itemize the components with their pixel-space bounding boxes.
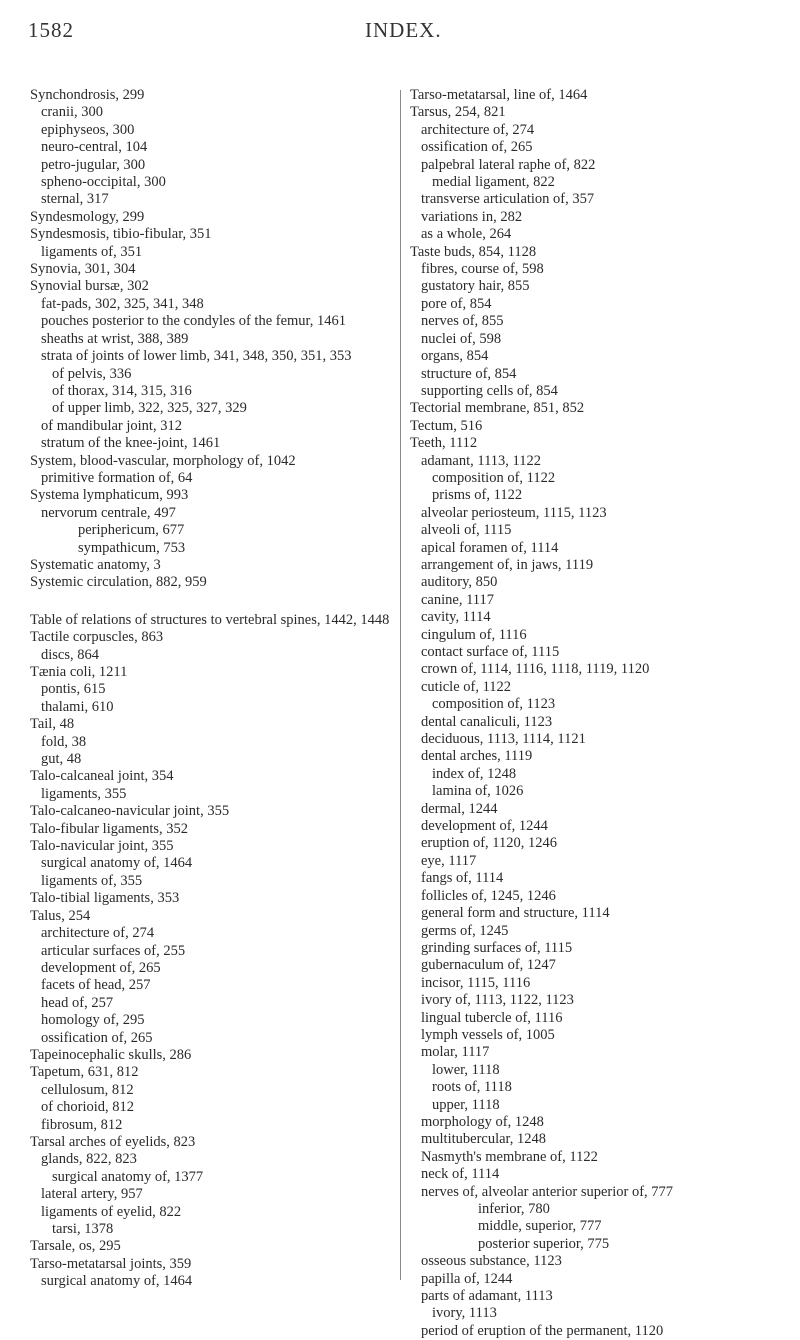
index-entry: Systema lymphaticum, 993: [30, 487, 189, 504]
index-entry: Tarsale, os, 295: [30, 1238, 121, 1255]
index-entry: alveoli of, 1115: [421, 522, 512, 539]
index-entry: thalami, 610: [41, 698, 114, 715]
index-entry: facets of head, 257: [41, 977, 151, 994]
index-entry: Talo-tibial ligaments, 353: [30, 890, 180, 907]
index-entry: ligaments of eyelid, 822: [41, 1203, 182, 1220]
index-entry: Synovial bursæ, 302: [30, 278, 149, 295]
index-column-left: [30, 87, 410, 1291]
index-entry: molar, 1117: [421, 1044, 490, 1061]
index-entry: Tail, 48: [30, 716, 75, 733]
index-entry: general form and structure, 1114: [421, 905, 610, 922]
index-entry: gut, 48: [41, 751, 82, 768]
index-entry: architecture of, 274: [421, 121, 535, 138]
index-entry: palpebral lateral raphe of, 822: [421, 156, 596, 173]
index-entry: gustatory hair, 855: [421, 278, 530, 295]
index-entry: of pelvis, 336: [52, 365, 132, 382]
index-entry: Tarso-metatarsal, line of, 1464: [410, 87, 588, 103]
index-entry: sheaths at wrist, 388, 389: [41, 330, 189, 347]
index-entry: of upper limb, 322, 325, 327, 329: [52, 400, 247, 417]
index-entry: pore of, 854: [421, 295, 492, 312]
index-entry: Synchondrosis, 299: [30, 87, 145, 103]
index-entry: of thorax, 314, 315, 316: [52, 382, 192, 399]
index-entry: eye, 1117: [421, 852, 477, 869]
index-entry: roots of, 1118: [432, 1079, 512, 1096]
index-entry: Tapetum, 631, 812: [30, 1064, 139, 1081]
index-entry: lateral artery, 957: [41, 1186, 143, 1203]
index-column-right: [410, 87, 790, 1340]
index-entry: surgical anatomy of, 1377: [52, 1168, 204, 1185]
index-entry: fangs of, 1114: [421, 870, 504, 887]
index-entry: composition of, 1122: [432, 469, 556, 486]
index-entry: pontis, 615: [41, 681, 106, 698]
index-entry: surgical anatomy of, 1464: [41, 855, 193, 872]
index-entry: cellulosum, 812: [41, 1081, 134, 1098]
index-entry: dental arches, 1119: [421, 748, 533, 765]
index-entry: cranii, 300: [41, 104, 104, 121]
index-entry: lower, 1118: [432, 1061, 500, 1078]
index-entry: ossification of, 265: [41, 1029, 153, 1046]
index-entry: crown of, 1114, 1116, 1118, 1119, 1120: [421, 661, 650, 678]
index-entry: Talo-navicular joint, 355: [30, 838, 174, 855]
index-entry: stratum of the knee-joint, 1461: [41, 435, 221, 452]
index-entry: Tarsal arches of eyelids, 823: [30, 1133, 196, 1150]
index-entry: discs, 864: [41, 646, 99, 663]
index-entry: Teeth, 1112: [410, 435, 478, 452]
section-gap: [30, 592, 410, 612]
column-divider: [400, 90, 401, 1280]
index-entry: nervorum centrale, 497: [41, 504, 176, 521]
index-entry: Talo-calcaneal joint, 354: [30, 768, 174, 785]
index-entry: lamina of, 1026: [432, 783, 524, 800]
index-entry: inferior, 780: [478, 1201, 550, 1217]
index-entry: Talus, 254: [30, 907, 91, 924]
index-entry: structure of, 854: [421, 365, 517, 382]
index-entry: cingulum of, 1116: [421, 626, 527, 643]
index-entry: head of, 257: [41, 994, 114, 1011]
index-entry: Tarsus, 254, 821: [410, 104, 506, 121]
index-entry: middle, superior, 777: [478, 1218, 602, 1235]
index-entry: alveolar periosteum, 1115, 1123: [421, 504, 607, 521]
index-entry: System, blood-vascular, morphology of, 1042: [30, 452, 296, 469]
index-entry: neuro-central, 104: [41, 139, 148, 156]
index-entry: architecture of, 274: [41, 925, 155, 942]
index-entry: upper, 1118: [432, 1096, 500, 1113]
index-entry: transverse articulation of, 357: [421, 191, 595, 208]
index-entry: contact surface of, 1115: [421, 644, 560, 660]
index-entry: Talo-calcaneo-navicular joint, 355: [30, 803, 230, 820]
index-entry: epiphyseos, 300: [41, 121, 135, 138]
index-entry: development of, 265: [41, 959, 161, 976]
index-entry: medial ligament, 822: [432, 174, 555, 191]
index-entry: apical foramen of, 1114: [421, 539, 559, 556]
index-entry: morphology of, 1248: [421, 1113, 544, 1130]
index-entry: deciduous, 1113, 1114, 1121: [421, 731, 586, 748]
index-entry: grinding surfaces of, 1115: [421, 939, 573, 956]
index-entry: nerves of, 855: [421, 313, 504, 330]
index-entry: canine, 1117: [421, 591, 495, 608]
index-entry: lymph vessels of, 1005: [421, 1026, 555, 1043]
index-entry: period of eruption of the permanent, 1120: [421, 1322, 664, 1339]
index-entry: of mandibular joint, 312: [41, 417, 182, 434]
index-entry: Synovia, 301, 304: [30, 261, 136, 278]
index-entry: eruption of, 1120, 1246: [421, 835, 557, 852]
index-entry: ligaments of, 351: [41, 243, 143, 260]
index-entry: fat-pads, 302, 325, 341, 348: [41, 295, 204, 312]
index-entry: Tapeinocephalic skulls, 286: [30, 1046, 192, 1063]
index-entry: follicles of, 1245, 1246: [421, 887, 556, 904]
index-entry: germs of, 1245: [421, 922, 509, 939]
index-entry: primitive formation of, 64: [41, 469, 193, 486]
index-entry: prisms of, 1122: [432, 487, 523, 504]
index-entry: development of, 1244: [421, 818, 548, 835]
page-number: 1582: [28, 18, 74, 42]
index-entry: ligaments, 355: [41, 785, 127, 802]
index-entry: Tænia coli, 1211: [30, 664, 128, 680]
index-entry: periphericum, 677: [78, 522, 185, 539]
index-entry: ligaments of, 355: [41, 872, 143, 889]
index-entry: sternal, 317: [41, 191, 109, 208]
index-entry: auditory, 850: [421, 574, 498, 591]
index-entry: Taste buds, 854, 1128: [410, 243, 537, 260]
index-entry: of chorioid, 812: [41, 1099, 135, 1116]
index-entry: Systematic anatomy, 3: [30, 556, 161, 573]
index-entry: Tactile corpuscles, 863: [30, 629, 164, 646]
index-entry: ivory of, 1113, 1122, 1123: [421, 992, 574, 1009]
index-entry: multitubercular, 1248: [421, 1131, 547, 1148]
index-entry: fibres, course of, 598: [421, 261, 544, 278]
index-entry: osseous substance, 1123: [421, 1253, 562, 1270]
index-entry: cuticle of, 1122: [421, 678, 512, 695]
index-entry: dermal, 1244: [421, 800, 498, 817]
index-entry: papilla of, 1244: [421, 1270, 513, 1287]
index-entry: fold, 38: [41, 733, 87, 750]
index-entry: homology of, 295: [41, 1012, 145, 1029]
index-entry: strata of joints of lower limb, 341, 348, 350, 351, 353: [41, 348, 352, 365]
index-entry: petro-jugular, 300: [41, 156, 146, 173]
running-head: INDEX.: [365, 18, 442, 42]
index-entry: ivory, 1113: [432, 1305, 497, 1322]
index-entry: Talo-fibular ligaments, 352: [30, 820, 189, 837]
index-entry: Syndesmosis, tibio-fibular, 351: [30, 226, 212, 243]
index-entry: fibrosum, 812: [41, 1116, 123, 1133]
index-entry: spheno-occipital, 300: [41, 174, 166, 191]
index-entry: Tarso-metatarsal joints, 359: [30, 1255, 192, 1272]
index-entry: neck of, 1114: [421, 1166, 500, 1183]
index-entry: Tectum, 516: [410, 417, 483, 434]
index-entry: nuclei of, 598: [421, 330, 502, 347]
index-entry: parts of adamant, 1113: [421, 1288, 553, 1305]
index-entry: surgical anatomy of, 1464: [41, 1273, 193, 1290]
index-entry: dental canaliculi, 1123: [421, 713, 553, 730]
index-entry: cavity, 1114: [421, 609, 491, 626]
index-entry: as a whole, 264: [421, 226, 512, 243]
index-entry: tarsi, 1378: [52, 1221, 114, 1237]
index-entry: Tectorial membrane, 851, 852: [410, 400, 585, 417]
index-entry: nerves of, alveolar anterior superior of, 777: [421, 1183, 674, 1200]
index-entry: adamant, 1113, 1122: [421, 452, 542, 469]
index-entry: sympathicum, 753: [78, 539, 186, 556]
index-entry: organs, 854: [421, 348, 489, 365]
index-entry: Table of relations of structures to vertebral spines, 1442, 1448: [30, 611, 390, 628]
index-entry: gubernaculum of, 1247: [421, 957, 556, 974]
index-entry: Syndesmology, 299: [30, 208, 145, 225]
index-entry: ossification of, 265: [421, 139, 533, 156]
index-entry: index of, 1248: [432, 765, 517, 782]
index-entry: incisor, 1115, 1116: [421, 974, 531, 991]
index-entry: pouches posterior to the condyles of the femur, 1461: [41, 313, 347, 330]
index-entry: posterior superior, 775: [478, 1235, 610, 1252]
index-entry: arrangement of, in jaws, 1119: [421, 556, 594, 573]
index-entry: composition of, 1123: [432, 696, 556, 713]
index-entry: Nasmyth's membrane of, 1122: [421, 1148, 598, 1165]
index-entry: Systemic circulation, 882, 959: [30, 574, 207, 591]
index-entry: glands, 822, 823: [41, 1151, 137, 1168]
index-entry: lingual tubercle of, 1116: [421, 1009, 563, 1026]
index-entry: articular surfaces of, 255: [41, 942, 186, 959]
index-entry: supporting cells of, 854: [421, 382, 558, 399]
index-entry: variations in, 282: [421, 208, 523, 225]
